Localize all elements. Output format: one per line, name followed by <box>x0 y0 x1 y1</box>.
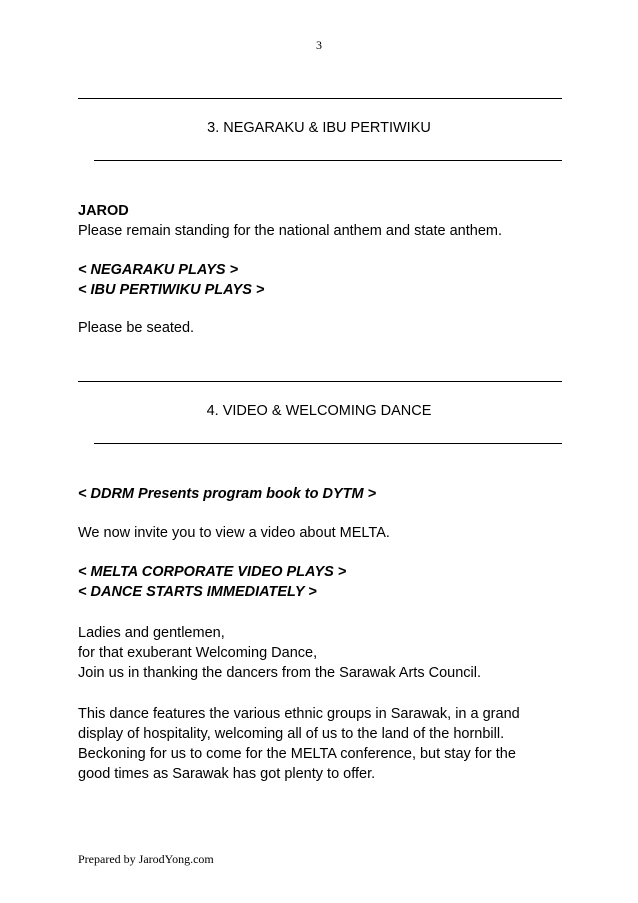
paragraph-line: for that exuberant Welcoming Dance, <box>78 645 318 661</box>
stage-cue: < DDRM Presents program book to DYTM > <box>78 486 377 502</box>
paragraph-line: Join us in thanking the dancers from the Sarawak Arts Council. <box>78 665 481 681</box>
paragraph-line: good times as Sarawak has got plenty to offer. <box>78 766 376 782</box>
script-line: Please be seated. <box>78 320 195 336</box>
stage-cue: < IBU PERTIWIKU PLAYS > <box>78 282 265 298</box>
section-heading: 4. VIDEO & WELCOMING DANCE <box>206 403 432 419</box>
paragraph-line: Ladies and gentlemen, <box>78 625 225 641</box>
script-line: We now invite you to view a video about MELTA. <box>78 525 390 541</box>
section-heading: 3. NEGARAKU & IBU PERTIWIKU <box>207 120 431 136</box>
script-line: Please remain standing for the national anthem and state anthem. <box>78 223 502 239</box>
section-bottom-rule <box>94 443 562 444</box>
footer-credit: Prepared by JarodYong.com <box>78 852 214 866</box>
paragraph-line: display of hospitality, welcoming all of us to the land of the hornbill. <box>78 726 505 742</box>
section-top-rule <box>78 98 562 99</box>
stage-cue: < MELTA CORPORATE VIDEO PLAYS > <box>78 564 347 580</box>
page-number: 3 <box>316 38 322 52</box>
section-top-rule <box>78 381 562 382</box>
paragraph-line: Beckoning for us to come for the MELTA conference, but stay for the <box>78 746 516 762</box>
section-bottom-rule <box>94 160 562 161</box>
stage-cue: < NEGARAKU PLAYS > <box>78 262 239 278</box>
stage-cue: < DANCE STARTS IMMEDIATELY > <box>78 584 317 600</box>
paragraph-line: This dance features the various ethnic groups in Sarawak, in a grand <box>78 706 520 722</box>
speaker-name: JAROD <box>78 203 129 219</box>
